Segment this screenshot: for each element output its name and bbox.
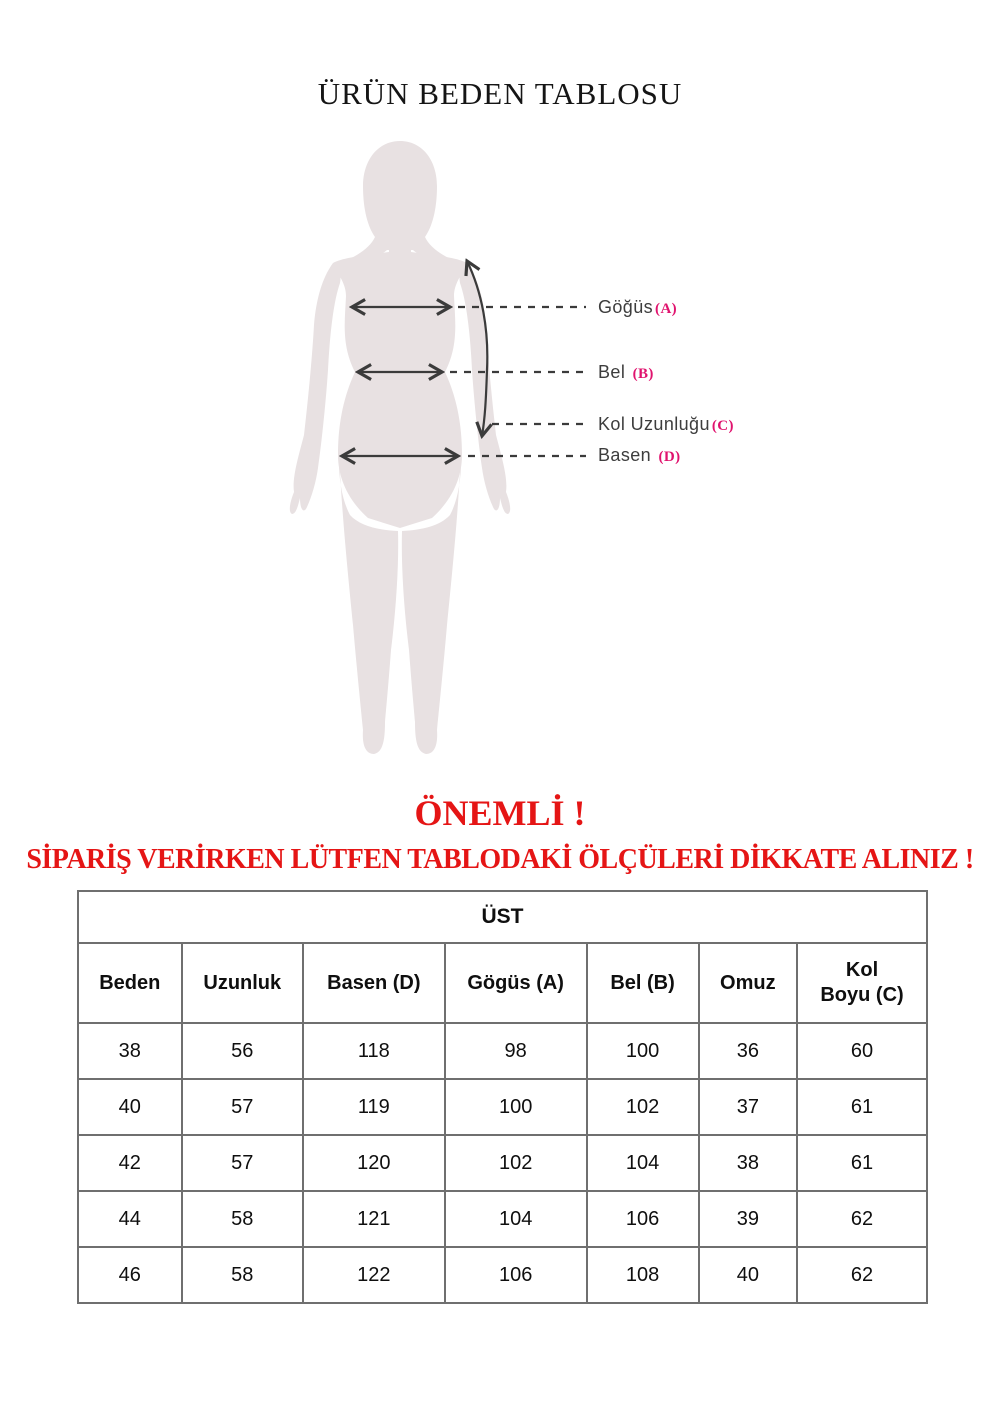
table-row <box>78 1135 927 1191</box>
col-header-uzunluk: Uzunluk <box>182 943 303 1023</box>
cell-bel: 100 <box>587 1023 699 1079</box>
hip-label-text: Basen <box>598 445 652 465</box>
table-group-header-row <box>78 891 927 943</box>
size-table <box>77 890 928 1304</box>
col-header-bel: Bel (B) <box>587 943 699 1023</box>
table-header-row <box>78 943 927 1023</box>
page-title: ÜRÜN BEDEN TABLOSU <box>317 76 683 111</box>
cell-bel: 102 <box>587 1079 699 1135</box>
table-row <box>78 1247 927 1303</box>
cell-uzunluk: 57 <box>182 1135 303 1191</box>
arm-length-label <box>598 413 734 435</box>
cell-omuz: 38 <box>699 1135 797 1191</box>
table-row <box>78 1023 927 1079</box>
body-silhouette-icon <box>290 141 510 754</box>
cell-basen: 118 <box>303 1023 445 1079</box>
waist-letter-code: (B) <box>632 366 654 382</box>
important-heading: ÖNEMLİ ! <box>414 793 586 833</box>
cell-omuz: 39 <box>699 1191 797 1247</box>
cell-uzunluk: 58 <box>182 1191 303 1247</box>
cell-gogus: 106 <box>445 1247 587 1303</box>
cell-kol-boyu: 61 <box>797 1079 927 1135</box>
cell-beden: 46 <box>78 1247 182 1303</box>
cell-omuz: 40 <box>699 1247 797 1303</box>
chest-label <box>598 296 677 318</box>
cell-basen: 120 <box>303 1135 445 1191</box>
cell-basen: 119 <box>303 1079 445 1135</box>
cell-bel: 108 <box>587 1247 699 1303</box>
arm-length-letter-code: (C) <box>711 418 734 434</box>
cell-uzunluk: 56 <box>182 1023 303 1079</box>
waist-label-text: Bel <box>598 362 626 382</box>
cell-kol-boyu: 62 <box>797 1247 927 1303</box>
cell-gogus: 104 <box>445 1191 587 1247</box>
order-warning-text: SİPARİŞ VERİRKEN LÜTFEN TABLODAKİ ÖLÇÜLERİ DİKKATE ALINIZ ! <box>26 844 974 875</box>
col-header-beden: Beden <box>78 943 182 1023</box>
cell-bel: 104 <box>587 1135 699 1191</box>
col-header-basen: Basen (D) <box>303 943 445 1023</box>
arm-length-label-text: Kol Uzunluğu <box>598 414 710 434</box>
table-row <box>78 1191 927 1247</box>
cell-bel: 106 <box>587 1191 699 1247</box>
col-header-kol-boyu: Kol Boyu (C) <box>797 943 927 1023</box>
waist-label <box>598 361 654 383</box>
cell-basen: 122 <box>303 1247 445 1303</box>
cell-kol-boyu: 61 <box>797 1135 927 1191</box>
cell-beden: 42 <box>78 1135 182 1191</box>
col-header-omuz: Omuz <box>699 943 797 1023</box>
group-header-ust: ÜST <box>78 891 927 943</box>
cell-gogus: 98 <box>445 1023 587 1079</box>
cell-kol-boyu: 60 <box>797 1023 927 1079</box>
cell-uzunluk: 57 <box>182 1079 303 1135</box>
cell-gogus: 102 <box>445 1135 587 1191</box>
cell-basen: 121 <box>303 1191 445 1247</box>
cell-omuz: 36 <box>699 1023 797 1079</box>
col-header-gogus: Gögüs (A) <box>445 943 587 1023</box>
table-row <box>78 1079 927 1135</box>
cell-beden: 44 <box>78 1191 182 1247</box>
hip-label <box>598 444 680 466</box>
cell-kol-boyu: 62 <box>797 1191 927 1247</box>
cell-uzunluk: 58 <box>182 1247 303 1303</box>
chest-letter-code: (A) <box>655 301 678 317</box>
cell-beden: 40 <box>78 1079 182 1135</box>
hip-letter-code: (D) <box>658 449 681 465</box>
cell-gogus: 100 <box>445 1079 587 1135</box>
cell-beden: 38 <box>78 1023 182 1079</box>
chest-label-text: Göğüs <box>598 297 654 317</box>
cell-omuz: 37 <box>699 1079 797 1135</box>
